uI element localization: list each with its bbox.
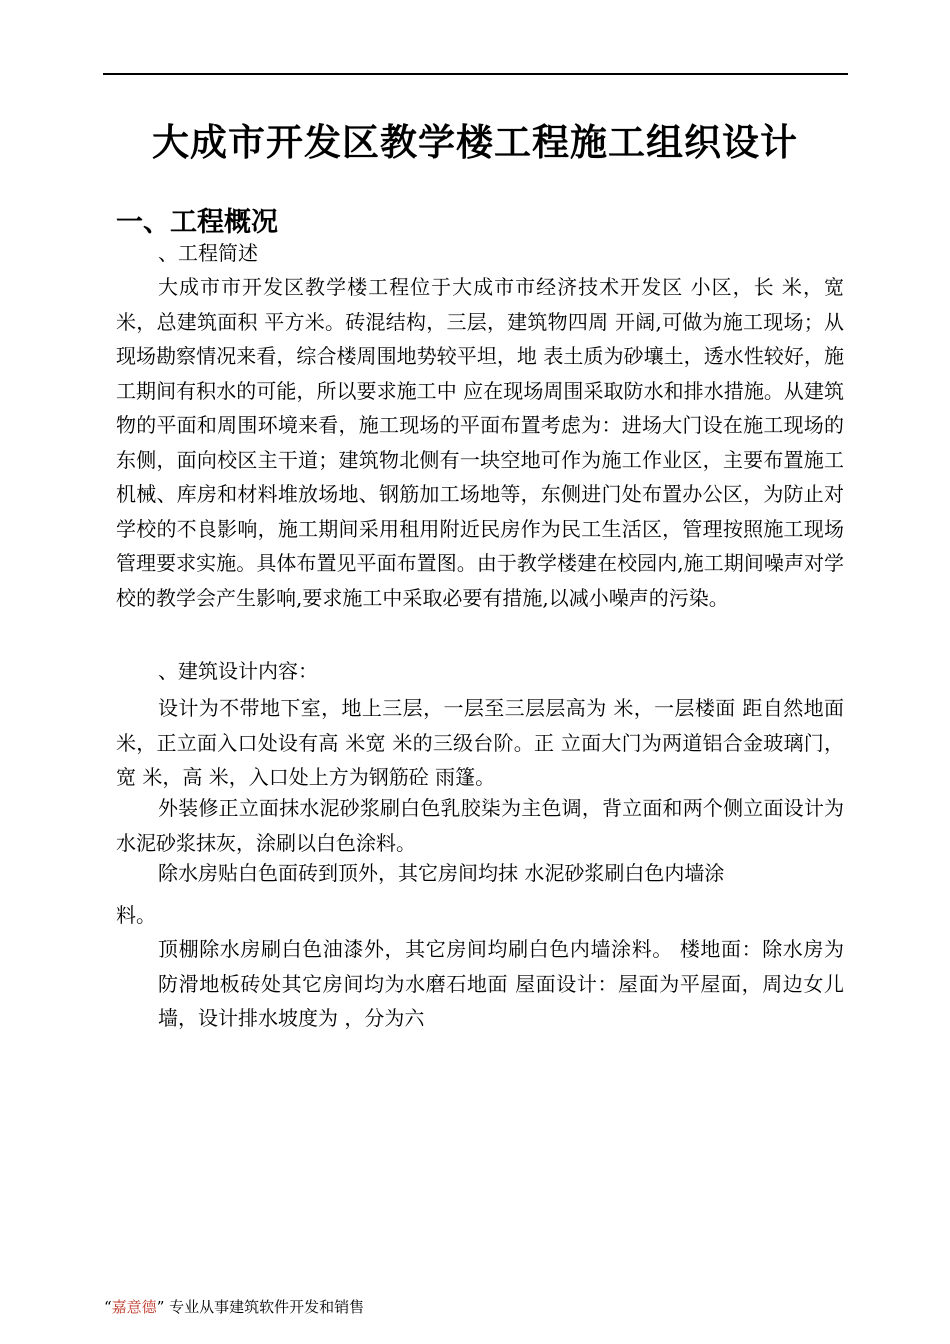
header-rule (103, 73, 848, 75)
footer-quote-close: ” (156, 1298, 165, 1316)
paragraph-interior-walls: 除水房贴白色面砖到顶外，其它房间均抹 水泥砂浆刷白色内墙涂 (158, 861, 725, 885)
section-heading: 一、工程概况 (116, 207, 278, 238)
paragraph-exterior-finish: 外装修正立面抹水泥砂浆刷白色乳胶柒为主色调，背立面和两个侧立面设计为水泥砂浆抹灰，涂刷以白色涂料。 (116, 796, 844, 855)
footer-text: 专业从事建筑软件开发和销售 (164, 1298, 365, 1316)
subsection-heading-design: 、建筑设计内容： (158, 659, 318, 683)
footer-tagline (104, 1296, 364, 1317)
paragraph-ceiling-floor-roof: 顶棚除水房刷白色油漆外，其它房间均刷白色内墙涂料。 楼地面：除水房为防滑地板砖处其它房间均为水磨石地面 屋面设计：屋面为平屋面，周边女儿墙，设计排水坡度为 ，分为六 (158, 937, 844, 1030)
document-title: 大成市开发区教学楼工程施工组织设计 (152, 121, 798, 164)
paragraph-interior-walls-cont: 料。 (116, 903, 156, 927)
paragraph-design-structure: 设计为不带地下室，地上三层，一层至三层层高为 米，一层楼面 距自然地面 米，正立面入口处设有高 米宽 米的三级台阶。正 立面大门为两道铝合金玻璃门，宽 米，高 米，入口处上方为钢筋砼 雨篷。 (116, 696, 844, 789)
subsection-heading-overview: 、工程简述 (158, 241, 258, 265)
footer-brand: 嘉意德 (111, 1298, 157, 1316)
paragraph-project-overview: 大成市市开发区教学楼工程位于大成市市经济技术开发区 小区，长 米，宽 米，总建筑面积 平方米。砖混结构，三层，建筑物四周 开阔,可做为施工现场；从现场勘察情况来看，综合楼周围地势较平坦，地 表土质为砂壤土，透水性较好，施工期间有积水的可能，所以要求施工中 应在现场周围采取防水和排水措施。从建筑物的平面和周围环境来看，施工现场的平面布置考虑为：进场大门设在施工现场的东侧，面向校区主干道；建筑物北侧有一块空地可作为施工作业区，主要布置施工机械、库房和材料堆放场地、钢筋加工场地等，东侧进门处布置办公区，为防止对学校的不良影响，施工期间采用租用附近民房作为民工生活区，管理按照施工现场管理要求实施。具体布置见平面布置图。由于教学楼建在校园内,施工期间噪声对学校的教学会产生影响,要求施工中采取必要有措施,以减小噪声的污染。 (116, 275, 844, 610)
footer-quote-open: “ (104, 1298, 112, 1316)
